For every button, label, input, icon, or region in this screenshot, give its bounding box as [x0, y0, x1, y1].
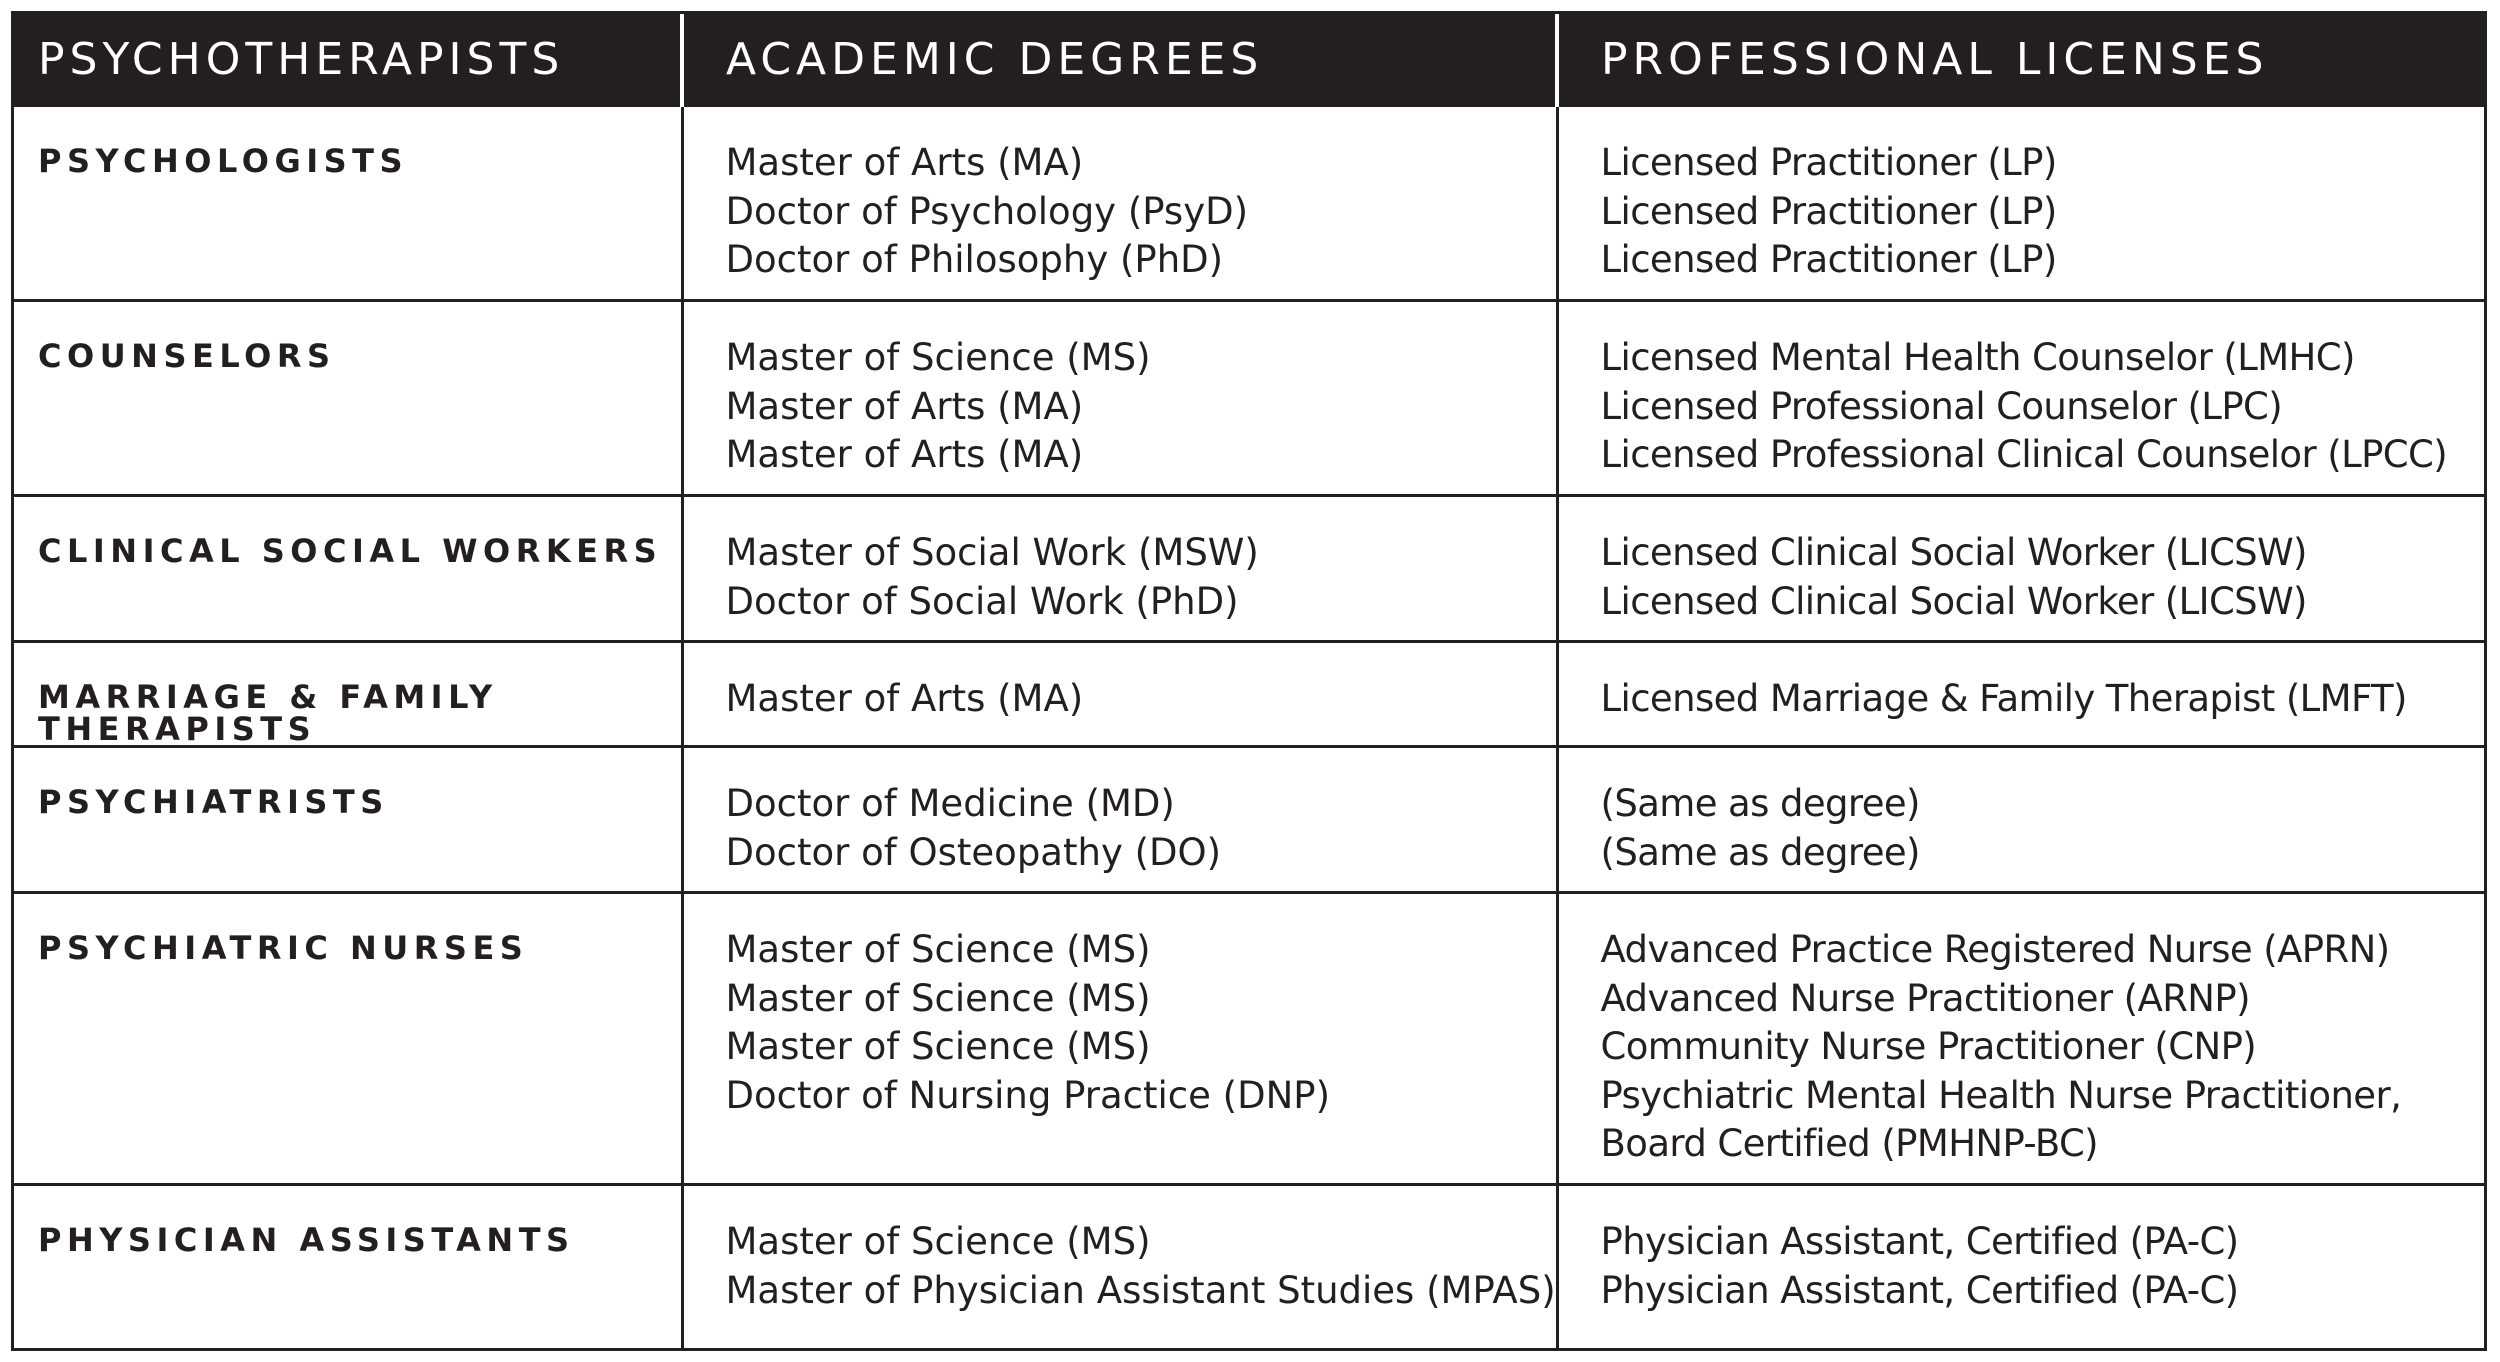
license-item: Licensed Mental Health Counselor (LMHC)	[1600, 336, 2355, 379]
license-item: Board Certified (PMHNP-BC)	[1600, 1122, 2099, 1165]
degree-item: Doctor of Osteopathy (DO)	[725, 830, 1222, 874]
credentials-table-container	[11, 11, 2487, 1351]
degrees-cell	[682, 747, 1557, 893]
degree-item: Master of Arts (MA)	[725, 384, 1084, 428]
license-item: Psychiatric Mental Health Nurse Practitioner,	[1600, 1073, 2402, 1117]
licenses-cell	[1557, 642, 2484, 747]
license-item: Licensed Marriage & Family Therapist (LMFT)	[1600, 677, 2407, 720]
degree-item: Master of Social Work (MSW)	[725, 531, 1259, 574]
licenses-cell	[1557, 893, 2484, 1185]
license-item: Community Nurse Practitioner (CNP)	[1600, 1025, 2257, 1068]
license-item: Advanced Nurse Practitioner (ARNP)	[1600, 976, 2250, 1020]
license-item: Licensed Clinical Social Worker (LICSW)	[1600, 531, 2307, 574]
licenses-cell	[1557, 106, 2484, 301]
header-psychotherapists: PSYCHOTHERAPISTS	[14, 14, 682, 106]
header-academic-degrees: ACADEMIC DEGREES	[682, 14, 1557, 106]
degree-item: Master of Science (MS)	[725, 976, 1151, 1020]
degree-item: Doctor of Philosophy (PhD)	[725, 238, 1224, 281]
category-cell: COUNSELORS	[14, 301, 682, 496]
table-row	[14, 1185, 2484, 1349]
table-row	[14, 496, 2484, 642]
degree-item: Doctor of Nursing Practice (DNP)	[725, 1073, 1331, 1117]
table-row	[14, 301, 2484, 496]
degree-item: Doctor of Psychology (PsyD)	[725, 189, 1249, 233]
licenses-cell	[1557, 1185, 2484, 1349]
category-cell: PSYCHOLOGISTS	[14, 106, 682, 301]
degree-item: Master of Arts (MA)	[725, 141, 1084, 184]
table-row	[14, 893, 2484, 1185]
degree-item: Master of Science (MS)	[725, 1025, 1151, 1068]
degree-item: Master of Science (MS)	[725, 928, 1151, 971]
category-cell: MARRIAGE & FAMILY THERAPISTS	[14, 642, 682, 747]
degrees-cell	[682, 642, 1557, 747]
degree-item: Doctor of Medicine (MD)	[725, 782, 1175, 825]
degree-item: Master of Arts (MA)	[725, 677, 1084, 720]
license-item: Licensed Practitioner (LP)	[1600, 238, 2057, 281]
licenses-cell	[1557, 747, 2484, 893]
license-item: Licensed Professional Clinical Counselor (LPCC)	[1600, 433, 2448, 476]
license-item: Licensed Professional Counselor (LPC)	[1600, 384, 2283, 428]
category-cell: PSYCHIATRISTS	[14, 747, 682, 893]
credentials-table	[14, 14, 2484, 1348]
license-item: Licensed Practitioner (LP)	[1600, 141, 2057, 184]
table-row	[14, 106, 2484, 301]
degrees-cell	[682, 1185, 1557, 1349]
degrees-cell	[682, 301, 1557, 496]
degree-item: Doctor of Social Work (PhD)	[725, 579, 1239, 623]
category-cell: PSYCHIATRIC NURSES	[14, 893, 682, 1185]
license-item: Advanced Practice Registered Nurse (APRN)	[1600, 928, 2390, 971]
header-professional-licenses: PROFESSIONAL LICENSES	[1557, 14, 2484, 106]
category-cell: CLINICAL SOCIAL WORKERS	[14, 496, 682, 642]
licenses-cell	[1557, 496, 2484, 642]
degrees-cell	[682, 893, 1557, 1185]
license-item: Physician Assistant, Certified (PA-C)	[1600, 1268, 2239, 1312]
table-row	[14, 747, 2484, 893]
license-item: (Same as degree)	[1600, 830, 1920, 874]
degrees-cell	[682, 106, 1557, 301]
degree-item: Master of Science (MS)	[725, 1220, 1151, 1263]
license-item: Licensed Clinical Social Worker (LICSW)	[1600, 579, 2307, 623]
table-row	[14, 642, 2484, 747]
licenses-cell	[1557, 301, 2484, 496]
header-row	[14, 14, 2484, 106]
degree-item: Master of Physician Assistant Studies (MPAS)	[725, 1268, 1556, 1312]
degree-item: Master of Science (MS)	[725, 336, 1151, 379]
category-cell: PHYSICIAN ASSISTANTS	[14, 1185, 682, 1349]
degree-item: Master of Arts (MA)	[725, 433, 1084, 476]
license-item: (Same as degree)	[1600, 782, 1920, 825]
license-item: Licensed Practitioner (LP)	[1600, 189, 2057, 233]
license-item: Physician Assistant, Certified (PA-C)	[1600, 1220, 2239, 1263]
degrees-cell	[682, 496, 1557, 642]
